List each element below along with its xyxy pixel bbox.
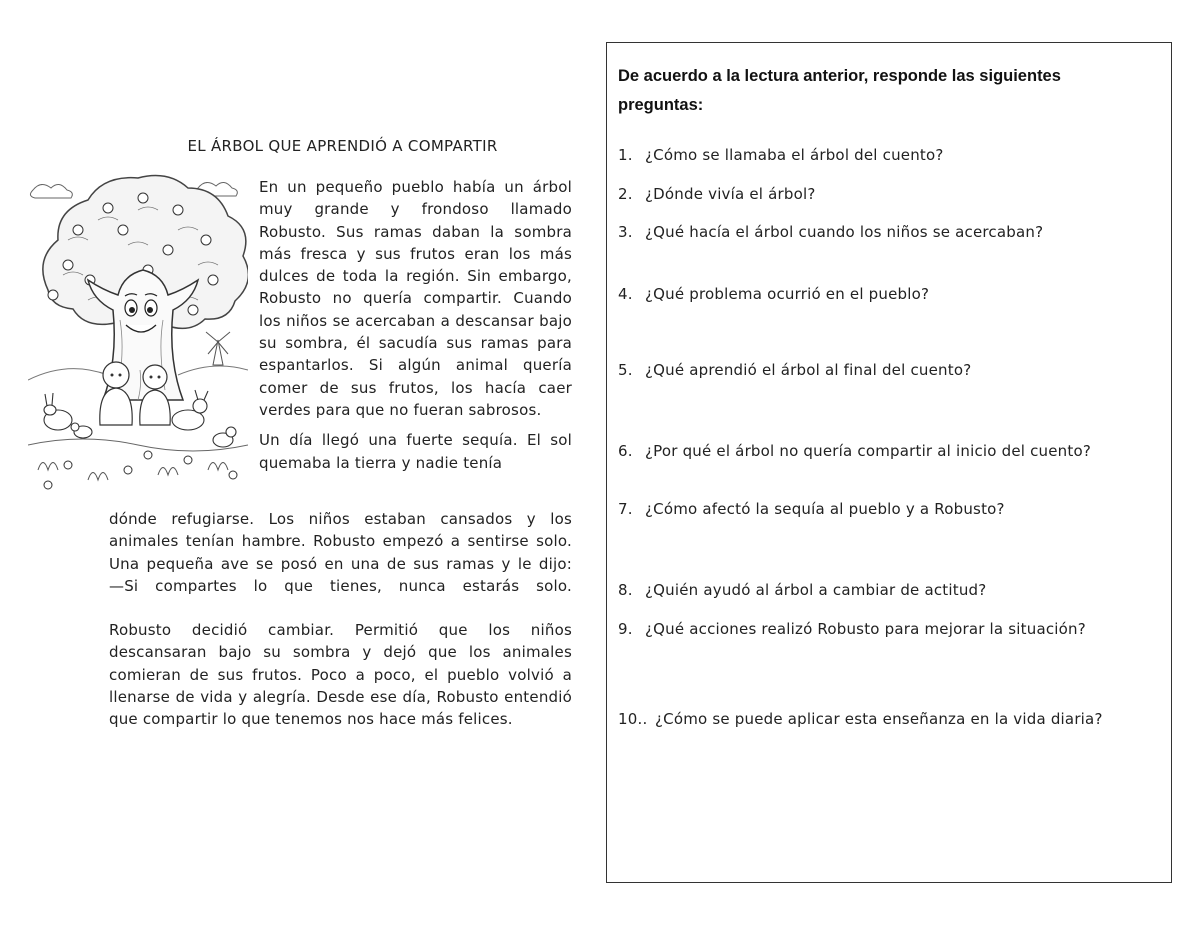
question-text: ¿Qué problema ocurrió en el pueblo? [645, 285, 930, 303]
story-dialogue: —Si compartes lo que tienes, nunca estarás solo. [109, 576, 572, 595]
question-text: ¿Quién ayudó al árbol a cambiar de actitud? [645, 581, 987, 599]
question-1 [618, 146, 944, 164]
story-paragraph-3: Robusto decidió cambiar. Permitió que los niños descansaran bajo su sombra y dejó que los animales comieran de sus frutos. Poco a poco, el pueblo volvió a llenarse de vida y alegría. Desde ese día, Robusto entendió que compartir lo que tenemos nos hace más felices. [109, 621, 572, 729]
question-4 [618, 285, 929, 303]
questions-box [606, 42, 1172, 883]
question-number: 9. [618, 620, 633, 638]
question-text: ¿Cómo afectó la sequía al pueblo y a Robusto? [645, 500, 1005, 518]
story-text-full [109, 508, 572, 731]
question-number: 10.. [618, 710, 648, 728]
question-number: 6. [618, 442, 633, 460]
question-5 [618, 361, 971, 379]
question-number: 4. [618, 285, 633, 303]
question-text: ¿Qué hacía el árbol cuando los niños se acercaban? [645, 223, 1044, 241]
question-9 [618, 620, 1086, 638]
question-6 [618, 442, 1091, 460]
question-8 [618, 581, 986, 599]
question-10 [618, 710, 1103, 728]
story-paragraph-2-rest: dónde refugiarse. Los niños estaban cansados y los animales tenían hambre. Robusto empezó a sentirse solo. Una pequeña ave se posó en una de sus ramas y le dijo: [109, 510, 572, 573]
question-number: 7. [618, 500, 633, 518]
question-text: ¿Qué acciones realizó Robusto para mejorar la situación? [645, 620, 1086, 638]
question-number: 8. [618, 581, 633, 599]
questions-heading: De acuerdo a la lectura anterior, responde las siguientes preguntas: [618, 67, 1061, 114]
question-number: 3. [618, 223, 633, 241]
story-paragraph-2-start: Un día llegó una fuerte sequía. El sol quemaba la tierra y nadie tenía [259, 431, 572, 472]
question-text: ¿Dónde vivía el árbol? [645, 185, 816, 203]
question-number: 1. [618, 146, 633, 164]
question-2 [618, 185, 816, 203]
question-7 [618, 500, 1005, 518]
tree-illustration [28, 170, 248, 495]
story-paragraph-1: En un pequeño pueblo había un árbol muy grande y frondoso llamado Robusto. Sus ramas daban la sombra más fresca y sus frutos eran los más dulces de toda la región. Sin embargo, Robusto no quería compartir. Cuando los niños se acercaban a descansar bajo su sombra, él sacudía sus ramas para espantarlos. Si algún animal quería comer de sus frutos, los hacía caer verdes para que no fueran sabrosos. [259, 178, 572, 419]
story-title: EL ÁRBOL QUE APRENDIÓ A COMPARTIR [187, 137, 498, 155]
question-text: ¿Por qué el árbol no quería compartir al inicio del cuento? [645, 442, 1091, 460]
question-text: ¿Cómo se llamaba el árbol del cuento? [645, 146, 944, 164]
question-3 [618, 223, 1043, 241]
story-text-wrapped [259, 176, 572, 474]
question-text: ¿Qué aprendió el árbol al final del cuento? [645, 361, 972, 379]
question-text: ¿Cómo se puede aplicar esta enseñanza en la vida diaria? [655, 710, 1103, 728]
question-number: 5. [618, 361, 633, 379]
question-number: 2. [618, 185, 633, 203]
